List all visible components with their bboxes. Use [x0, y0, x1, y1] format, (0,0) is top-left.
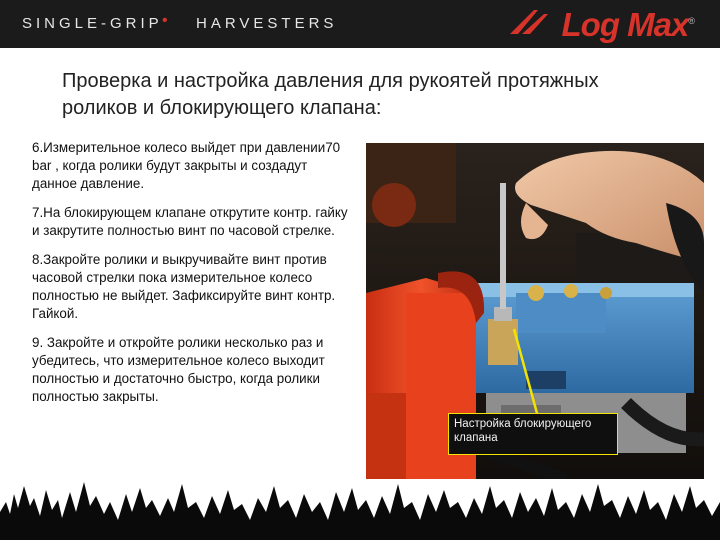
step-7: 7.На блокирующем клапане открутите контр. гайку и закрутите полностью винт по часовой стрелке.: [32, 205, 348, 238]
header-bar: [0, 0, 720, 48]
step-9: 9. Закройте и откройте ролики несколько раз и убедитесь, что измерительное колесо выходит полностью и достаточно быстро, когда ролики полностью закрыты.: [32, 335, 325, 404]
tagline-single-grip: SINGLE-GRIP: [22, 15, 163, 32]
valve-callout-label: Настройка блокирующего клапана: [448, 413, 618, 455]
slide-title: Проверка и настройка давления для рукоятей протяжных роликов и блокирующего клапана:: [62, 70, 599, 119]
step-8: 8.Закройте ролики и выкручивайте винт против часовой стрелки пока измерительное колесо полностью не выйдет. Зафиксируйте винт контр. Гайкой.: [32, 252, 336, 321]
logo-wordmark: Log Max: [561, 6, 689, 43]
step-6: 6.Измерительное колесо выйдет при давлении70 bar , когда ролики будут закрыты и создадут данное давление.: [32, 140, 341, 191]
registered-mark: ®: [688, 16, 694, 26]
tagline-separator: •: [162, 12, 168, 29]
logo-text: [562, 6, 694, 44]
logmax-logo: [504, 4, 694, 44]
tagline-harvesters: HARVESTERS: [196, 15, 338, 32]
instruction-steps: [32, 139, 350, 417]
forest-silhouette: [0, 472, 720, 540]
